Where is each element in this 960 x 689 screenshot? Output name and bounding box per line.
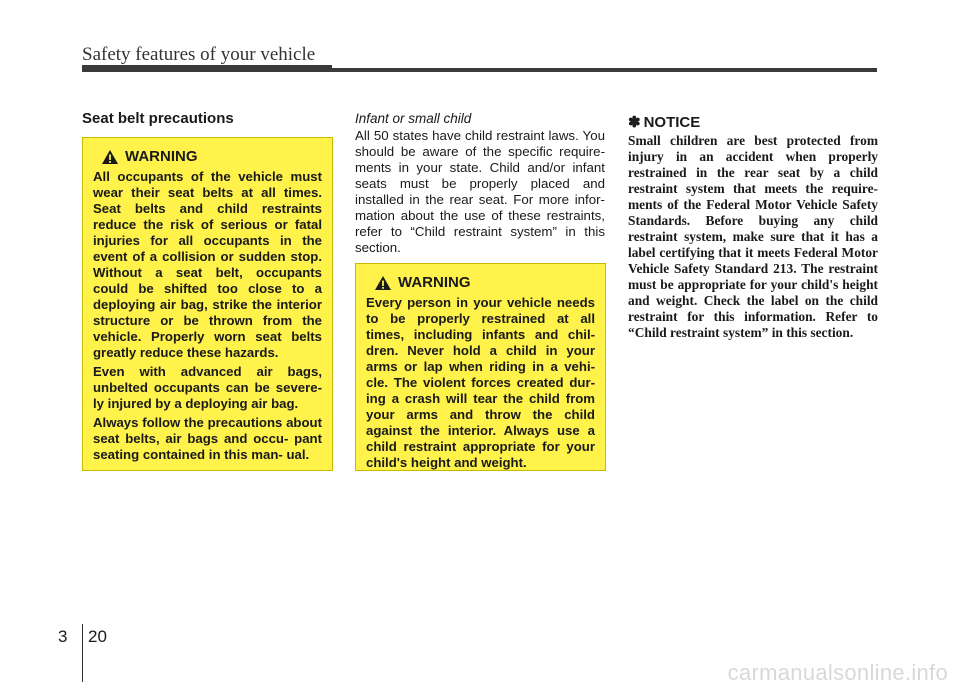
warning-title-text: WARNING [125,148,198,165]
seat-belt-precautions-heading: Seat belt precautions [82,110,234,127]
warning-paragraph: All occupants of the vehicle must wear their seat belts at all times. Seat belts and child restraints reduce the risk of serious or fatal injuries for all occupants in the event of a collision or sudden stop. Without a seat belt, occupants could be shifted too close to a deploying air bag, strike the interior structure or be thrown from the vehicle. Properly worn seat belts greatly reduce these hazards. [93,169,322,360]
infant-small-child-heading: Infant or small child [355,111,472,126]
warning-paragraph: Always follow the precautions about seat belts, air bags and occu- pant seating contained in this man- ual. [93,415,322,462]
warning-title [374,274,595,291]
warning-paragraph: Even with advanced air bags, unbelted occupants can be severe- ly injured by a deploying air bag. [93,364,322,411]
warning-paragraph: Every person in your vehicle needs to be properly restrained at all times, including infants and chil- dren. Never hold a child in your arms or lap when riding in a vehi- cle. The violent forces created dur- ing a crash will tear the child from your arms and throw the child against the interior. Always use a child restraint appropriate for your child's height and weight. [366,295,595,470]
notice-star-icon: ✽ [628,114,641,131]
footer-page-number: 20 [88,627,107,646]
warning-triangle-icon [374,275,392,291]
warning-title [101,148,322,165]
watermark: carmanualsonline.info [727,660,948,685]
header-rule [82,68,877,72]
notice-body: Small children are best protected from injury in an accident when properly restrained in the rear seat by a child restraint system that meets the require- ments of the Federal Motor Vehicle Safety Standards. Before buying any child restraint system, make sure that it has a label certifying that it meets Federal Motor Vehicle Safety Standard 213. The restraint must be appropriate for your child's height and weight. Check the label on the child restraint for this information. Refer to “Child restraint system” in this section. [628,133,878,340]
page-header-title: Safety features of your vehicle [82,44,316,65]
warning-triangle-icon [101,149,119,165]
footer-divider [82,624,83,682]
notice-heading [628,113,700,131]
infant-small-child-body: All 50 states have child restraint laws. You should be aware of the specific require- ments in your state. Child and/or infant seats must be properly placed and installed in the rear seat. For more infor- mation about the use of these restraints, refer to “Child restraint system” in this section. [355,128,605,255]
warning-title-text: WARNING [398,274,471,291]
seat-belt-warning-box [82,137,333,471]
footer-section-number: 3 [58,627,68,646]
child-warning-box [355,263,606,471]
notice-title: NOTICE [643,113,701,131]
